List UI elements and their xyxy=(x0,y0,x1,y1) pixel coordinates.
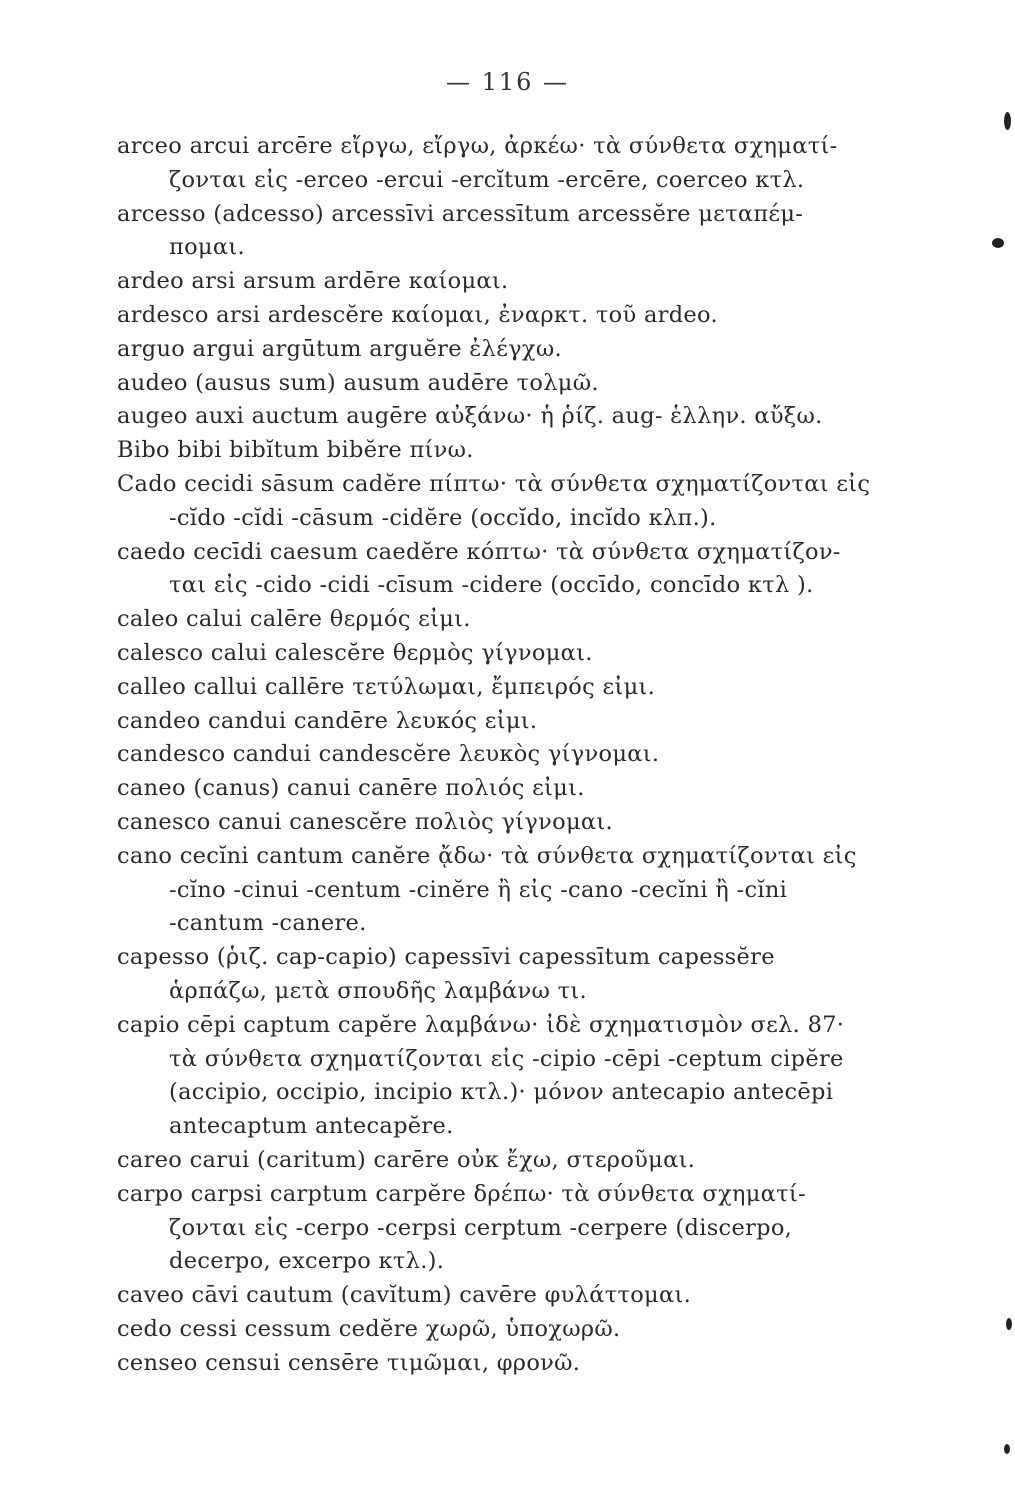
entry-continuation-line: ται εἰς -cido -cidi -cīsum -cidere (occīdo, concīdo κτλ ). xyxy=(169,572,814,599)
entry-headline: careo carui (caritum) carēre οὐκ ἔχω, στεροῦμαι. xyxy=(117,1146,696,1173)
page-number: — 116 — xyxy=(445,68,570,96)
dictionary-entry xyxy=(117,198,892,266)
dictionary-entry xyxy=(117,671,892,705)
dictionary-entry xyxy=(117,400,892,434)
entry-headline: caneo (canus) canui canēre πολιός εἰμι. xyxy=(117,775,585,802)
entry-headline: caleo calui calēre θερμός εἰμι. xyxy=(117,606,471,633)
dictionary-entry xyxy=(117,1178,892,1279)
dictionary-entry xyxy=(117,1347,892,1381)
dictionary-entry xyxy=(117,1313,892,1347)
entry-headline: ardeo arsi arsum ardēre καίομαι. xyxy=(117,268,509,295)
entry-continuation-line: ἁρπάζω, μετὰ σπουδῆς λαμβάνω τι. xyxy=(169,977,587,1004)
entry-headline: capio cēpi captum capĕre λαμβάνω· ἰδὲ σχηματισμὸν σελ. 87· xyxy=(117,1011,845,1038)
entry-continuation-line: antecaptum antecapĕre. xyxy=(169,1113,454,1140)
dictionary-entry xyxy=(117,705,892,739)
entry-headline: caedo cecīdi caesum caedĕre κόπτω· τὰ σύνθετα σχηματίζον- xyxy=(117,538,841,565)
entry-headline: Bibo bibi bibĭtum bibĕre πίνω. xyxy=(117,437,474,464)
entry-headline: audeo (ausus sum) ausum audēre τολμῶ. xyxy=(117,369,599,396)
scan-speck xyxy=(1004,1444,1010,1454)
entry-headline: augeo auxi auctum augēre αὐξάνω· ἡ ῥίζ. aug- ἑλλην. αὔξω. xyxy=(117,403,823,430)
entry-headline: carpo carpsi carptum carpĕre δρέπω· τὰ σύνθετα σχηματί- xyxy=(117,1180,806,1207)
entry-headline: capesso (ῥιζ. cap-capio) capessīvi capessītum capessĕre xyxy=(117,944,775,971)
dictionary-entry xyxy=(117,1144,892,1178)
dictionary-entry xyxy=(117,434,892,468)
entry-headline: canesco canui canescĕre πολιὸς γίγνομαι. xyxy=(117,808,613,835)
entry-headline: calleo callui callēre τετύλωμαι, ἔμπειρός εἰμι. xyxy=(117,673,656,700)
entry-continuation-line: πομαι. xyxy=(169,234,245,261)
dictionary-entry xyxy=(117,840,892,941)
entry-headline: calesco calui calescĕre θερμὸς γίγνομαι. xyxy=(117,639,593,666)
entry-headline: candeo candui candēre λευκός εἰμι. xyxy=(117,707,538,734)
entry-headline: censeo censui censēre τιμῶμαι, φρονῶ. xyxy=(117,1349,581,1376)
entry-continuation-line: -cĭno -cinui -centum -cinĕre ἢ εἰς -cano -cecĭni ἢ -cĭni xyxy=(169,876,788,903)
entry-continuation-line: τὰ σύνθετα σχηματίζονται εἰς -cipio -cēpi -ceptum cipĕre xyxy=(169,1045,844,1072)
dictionary-entry xyxy=(117,1009,892,1144)
entry-continuation-line: decerpo, excerpo κτλ.). xyxy=(169,1248,445,1275)
dictionary-entry xyxy=(117,333,892,367)
dictionary-entry xyxy=(117,772,892,806)
scan-speck xyxy=(992,238,1004,248)
entry-headline: candesco candui candescĕre λευκὸς γίγνομαι. xyxy=(117,741,660,768)
entry-headline: arcesso (adcesso) arcessīvi arcessītum arcessĕre μεταπέμ- xyxy=(117,200,804,227)
dictionary-entry xyxy=(117,265,892,299)
scan-speck xyxy=(1004,112,1011,130)
dictionary-entry xyxy=(117,941,892,1009)
dictionary-entry xyxy=(117,1279,892,1313)
entry-headline: cano cecĭni cantum canĕre ᾄδω· τὰ σύνθετα σχηματίζονται εἰς xyxy=(117,842,857,869)
entry-headline: arguo argui argūtum arguĕre ἐλέγχω. xyxy=(117,335,562,362)
dictionary-entry xyxy=(117,299,892,333)
dictionary-entry xyxy=(117,367,892,401)
dictionary-entry xyxy=(117,738,892,772)
dictionary-entry xyxy=(117,806,892,840)
dictionary-entry xyxy=(117,130,892,198)
entry-continuation-line: ζονται εἰς -cerpo -cerpsi cerptum -cerpere (discerpo, xyxy=(169,1214,793,1241)
entry-headline: caveo cāvi cautum (cavĭtum) cavēre φυλάττομαι. xyxy=(117,1282,692,1309)
dictionary-entry xyxy=(117,603,892,637)
entry-headline: Cado cecidi sāsum cadĕre πίπτω· τὰ σύνθετα σχηματίζονται εἰς xyxy=(117,470,871,497)
entry-headline: ardesco arsi ardescĕre καίομαι, ἐναρκτ. τοῦ ardeo. xyxy=(117,301,718,328)
entry-continuation-line: -cĭdo -cĭdi -cāsum -cidĕre (occĭdo, incĭdo κλπ.). xyxy=(169,504,717,531)
dictionary-entry xyxy=(117,536,892,604)
dictionary-entries xyxy=(117,130,892,1380)
entry-continuation-line: (accipio, occipio, incipio κτλ.)· μόνον antecapio antecēpi xyxy=(169,1079,834,1106)
dictionary-entry xyxy=(117,468,892,536)
entry-headline: cedo cessi cessum cedĕre χωρῶ, ὑποχωρῶ. xyxy=(117,1315,621,1342)
dictionary-entry xyxy=(117,637,892,671)
scan-speck xyxy=(1006,1318,1012,1330)
entry-continuation-line: -cantum -canere. xyxy=(169,910,367,937)
entry-headline: arceo arcui arcēre εἴργω, εἴργω, ἀρκέω· τὰ σύνθετα σχηματί- xyxy=(117,133,838,159)
entry-continuation-line: ζονται εἰς -erceo -ercui -ercĭtum -ercēre, coerceo κτλ. xyxy=(169,166,805,193)
